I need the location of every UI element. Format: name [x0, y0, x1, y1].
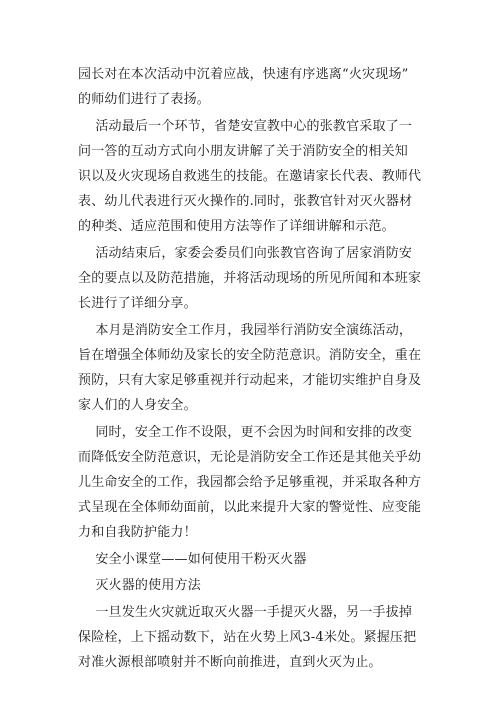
text-line: 同时，安全工作不设限，更不会因为时间和安排的改变 [78, 425, 413, 440]
text-line: 的种类、适应范围和使用方法等作了详细讲解和示范。 [78, 219, 395, 234]
text-line: 长进行了详细分享。 [78, 296, 197, 311]
section-subheading: 灭火器的使用方法 [78, 578, 201, 593]
text-line: 问一答的互动方式向小朋友讲解了关于消防安全的相关知 [78, 144, 409, 159]
text-line: 园长对在本次活动中沉着应战，快速有序逃离“火灾现场” [78, 67, 409, 82]
text-line: 力和自我防护能力！ [78, 525, 197, 540]
section-heading: 安全小课堂——如何使用干粉灭火器 [78, 552, 307, 567]
text-line: 本月是消防安全工作月，我园举行消防安全演练活动， [78, 323, 413, 338]
text-line: 家人们的人身安全。 [78, 398, 197, 413]
text-line: 识以及火灾现场自救逃生的技能。在邀请家长代表、教师代 [78, 169, 422, 184]
text-line: 保险栓，上下摇动数下，站在火势上风3-4米处。紧握压把 [78, 630, 417, 645]
text-line: 活动最后一个环节，省楚安宣教中心的张教官采取了一 [78, 119, 413, 134]
text-line: 旨在增强全体师幼及家长的安全防范意识。消防安全，重在 [78, 348, 422, 363]
text-line: 活动结束后，家委会委员们向张教官咨询了居家消防安 [78, 246, 413, 261]
text-line: 全的要点以及防范措施，并将活动现场的所见所闻和本班家 [78, 271, 422, 286]
text-line: 一旦发生火灾就近取灭火器一手提灭火器，另一手拔掉 [78, 605, 413, 620]
text-line: 式呈现在全体师幼面前，以此来提升大家的警觉性、应变能 [78, 500, 422, 515]
text-line: 预防，只有大家足够重视并行动起来，才能切实维护自身及 [78, 373, 422, 388]
text-line: 表、幼儿代表进行灭火操作的.同时，张教官针对灭火器材 [78, 194, 413, 209]
text-line: 儿生命安全的工作，我园都会给予足够重视，并采取各种方 [78, 475, 422, 490]
text-line: 对准火源根部喷射并不断向前推进，直到火灭为止。 [78, 655, 382, 670]
text-line: 的师幼们进行了表扬。 [78, 92, 211, 107]
text-line: 而降低安全防范意识，无论是消防安全工作还是其他关乎幼 [78, 450, 422, 465]
